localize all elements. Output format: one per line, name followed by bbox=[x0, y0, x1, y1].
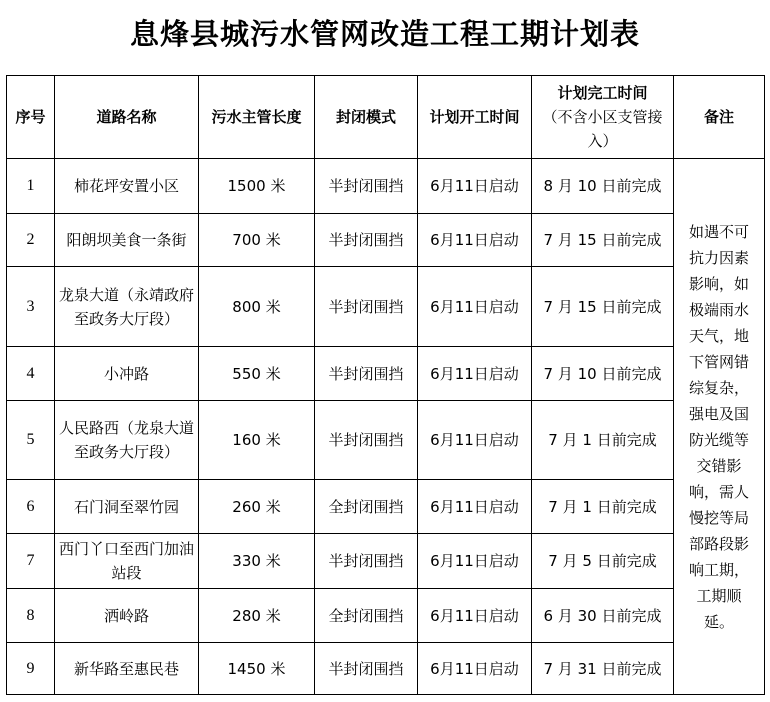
header-finish-note: （不含小区支管接入） bbox=[542, 108, 663, 150]
schedule-table bbox=[6, 75, 765, 695]
header-start: 计划开工时间 bbox=[418, 76, 532, 159]
table-row bbox=[7, 159, 765, 214]
cell-seq: 6 bbox=[7, 480, 55, 534]
cell-length: 330 米 bbox=[199, 534, 315, 589]
header-finish-label: 计划完工时间 bbox=[557, 84, 648, 102]
cell-finish: 6 月 30 日前完成 bbox=[532, 589, 674, 643]
cell-road: 新华路至惠民巷 bbox=[55, 643, 199, 695]
table-row bbox=[7, 643, 765, 695]
cell-seq: 4 bbox=[7, 347, 55, 401]
cell-road: 石门洞至翠竹园 bbox=[55, 480, 199, 534]
cell-mode: 半封闭围挡 bbox=[315, 643, 418, 695]
cell-mode: 半封闭围挡 bbox=[315, 267, 418, 347]
header-finish bbox=[532, 76, 674, 159]
cell-start: 6月11日启动 bbox=[418, 643, 532, 695]
cell-finish: 8 月 10 日前完成 bbox=[532, 159, 674, 214]
cell-finish: 7 月 5 日前完成 bbox=[532, 534, 674, 589]
cell-mode: 全封闭围挡 bbox=[315, 480, 418, 534]
cell-road: 小冲路 bbox=[55, 347, 199, 401]
cell-mode: 半封闭围挡 bbox=[315, 401, 418, 480]
cell-seq: 8 bbox=[7, 589, 55, 643]
header-mode: 封闭模式 bbox=[315, 76, 418, 159]
cell-road: 人民路西（龙泉大道至政务大厅段） bbox=[55, 401, 199, 480]
cell-finish: 7 月 1 日前完成 bbox=[532, 401, 674, 480]
table-row bbox=[7, 401, 765, 480]
cell-start: 6月11日启动 bbox=[418, 214, 532, 267]
cell-road: 洒岭路 bbox=[55, 589, 199, 643]
cell-length: 800 米 bbox=[199, 267, 315, 347]
table-row bbox=[7, 214, 765, 267]
table-row bbox=[7, 480, 765, 534]
cell-length: 160 米 bbox=[199, 401, 315, 480]
cell-start: 6月11日启动 bbox=[418, 589, 532, 643]
cell-seq: 5 bbox=[7, 401, 55, 480]
cell-seq: 3 bbox=[7, 267, 55, 347]
cell-mode: 全封闭围挡 bbox=[315, 589, 418, 643]
cell-length: 1450 米 bbox=[199, 643, 315, 695]
cell-road: 龙泉大道（永靖政府至政务大厅段） bbox=[55, 267, 199, 347]
cell-length: 550 米 bbox=[199, 347, 315, 401]
header-length: 污水主管长度 bbox=[199, 76, 315, 159]
header-road: 道路名称 bbox=[55, 76, 199, 159]
cell-road: 柿花坪安置小区 bbox=[55, 159, 199, 214]
table-row bbox=[7, 534, 765, 589]
cell-finish: 7 月 31 日前完成 bbox=[532, 643, 674, 695]
cell-length: 1500 米 bbox=[199, 159, 315, 214]
cell-finish: 7 月 1 日前完成 bbox=[532, 480, 674, 534]
cell-start: 6月11日启动 bbox=[418, 401, 532, 480]
cell-finish: 7 月 15 日前完成 bbox=[532, 267, 674, 347]
cell-mode: 半封闭围挡 bbox=[315, 534, 418, 589]
cell-start: 6月11日启动 bbox=[418, 267, 532, 347]
cell-seq: 1 bbox=[7, 159, 55, 214]
cell-start: 6月11日启动 bbox=[418, 347, 532, 401]
cell-start: 6月11日启动 bbox=[418, 534, 532, 589]
cell-mode: 半封闭围挡 bbox=[315, 159, 418, 214]
header-remark: 备注 bbox=[674, 76, 765, 159]
cell-mode: 半封闭围挡 bbox=[315, 214, 418, 267]
cell-length: 280 米 bbox=[199, 589, 315, 643]
cell-seq: 7 bbox=[7, 534, 55, 589]
cell-remark: 如遇不可抗力因素影响，如极端雨水天气，地下管网错综复杂，强电及国防光缆等交错影响，需人慢挖等局部路段影响工期，工期顺延。 bbox=[674, 159, 765, 695]
table-row bbox=[7, 267, 765, 347]
cell-finish: 7 月 15 日前完成 bbox=[532, 214, 674, 267]
page-title: 息烽县城污水管网改造工程工期计划表 bbox=[129, 17, 640, 51]
cell-start: 6月11日启动 bbox=[418, 159, 532, 214]
cell-length: 260 米 bbox=[199, 480, 315, 534]
header-seq: 序号 bbox=[7, 76, 55, 159]
cell-start: 6月11日启动 bbox=[418, 480, 532, 534]
cell-seq: 2 bbox=[7, 214, 55, 267]
cell-seq: 9 bbox=[7, 643, 55, 695]
cell-road: 西门丫口至西门加油站段 bbox=[55, 534, 199, 589]
cell-road: 阳朗坝美食一条街 bbox=[55, 214, 199, 267]
cell-finish: 7 月 10 日前完成 bbox=[532, 347, 674, 401]
table-row bbox=[7, 589, 765, 643]
table-row bbox=[7, 347, 765, 401]
header-row bbox=[7, 76, 765, 159]
cell-mode: 半封闭围挡 bbox=[315, 347, 418, 401]
cell-length: 700 米 bbox=[199, 214, 315, 267]
